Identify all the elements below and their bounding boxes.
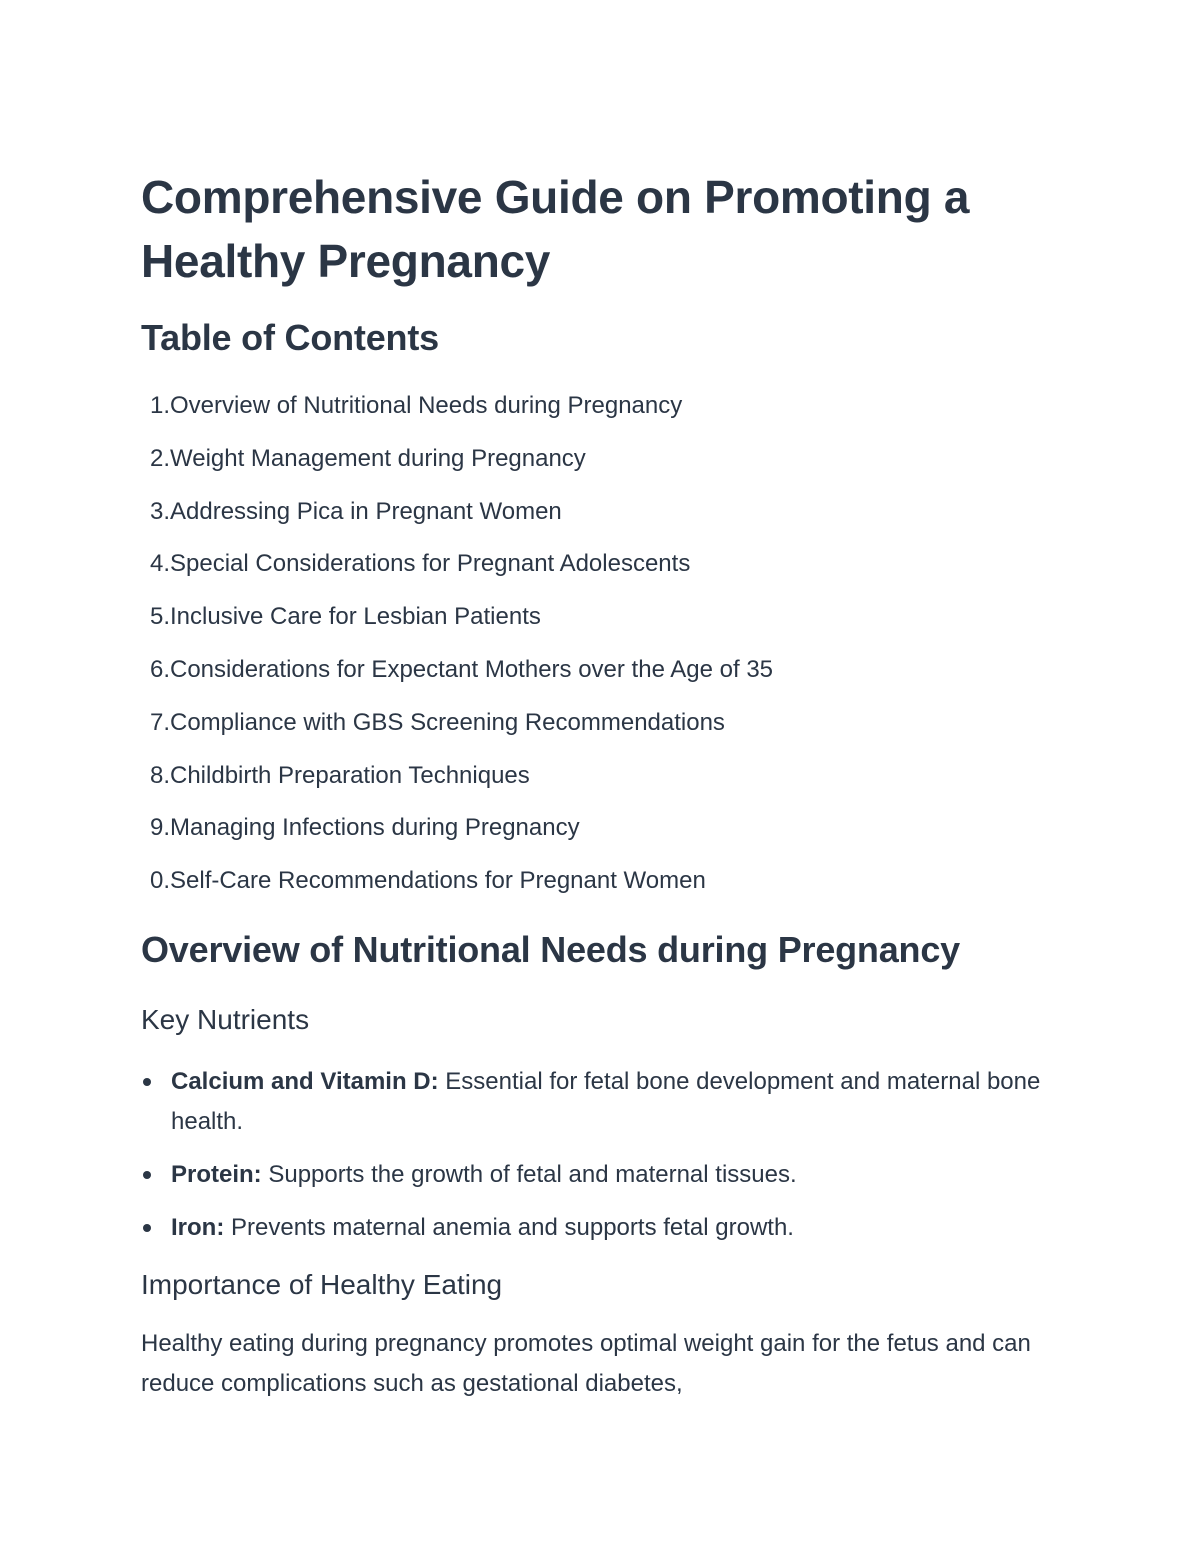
toc-item-text: Self-Care Recommendations for Pregnant Women	[170, 867, 706, 895]
nutrient-term: Iron:	[171, 1214, 225, 1241]
healthy-eating-paragraph: Healthy eating during pregnancy promotes optimal weight gain for the fetus and can reduce complications such as gestational diabetes,	[141, 1330, 1031, 1397]
list-item	[141, 1062, 1041, 1142]
key-nutrients-list	[141, 1062, 1041, 1261]
bullet-icon	[143, 1078, 151, 1086]
toc-item	[141, 808, 773, 861]
toc-item-text: Childbirth Preparation Techniques	[170, 761, 530, 789]
nutrient-description: Prevents maternal anemia and supports fetal growth.	[224, 1214, 794, 1241]
nutrient-term: Protein:	[171, 1161, 262, 1188]
section-heading: Overview of Nutritional Needs during Pregnancy	[141, 929, 960, 970]
nutrient-description: Supports the growth of fetal and maternal tissues.	[261, 1161, 797, 1188]
nutrient-description: Essential for fetal bone development and maternal bone health.	[171, 1068, 1041, 1135]
table-of-contents	[141, 386, 773, 914]
toc-item-number: 1.	[149, 392, 170, 419]
toc-item	[141, 703, 773, 756]
toc-item-number: 5.	[149, 603, 170, 631]
bullet-icon	[143, 1171, 151, 1179]
document-title: Comprehensive Guide on Promoting a Healthy Pregnancy	[141, 171, 970, 287]
healthy-eating-heading: Importance of Healthy Eating	[141, 1269, 503, 1300]
toc-item-text: Addressing Pica in Pregnant Women	[170, 497, 562, 525]
toc-item	[141, 650, 773, 703]
toc-item-number: 3.	[149, 497, 170, 525]
list-item	[141, 1208, 1041, 1248]
toc-item	[141, 861, 773, 914]
toc-item-number: 9.	[149, 814, 170, 842]
toc-item-number: 2.	[149, 444, 170, 472]
toc-item	[141, 756, 773, 809]
toc-item-text: Compliance with GBS Screening Recommendations	[170, 708, 725, 736]
toc-item-number: 8.	[149, 761, 170, 789]
toc-item-text: Inclusive Care for Lesbian Patients	[170, 603, 541, 631]
toc-item	[141, 439, 773, 492]
nutrient-term: Calcium and Vitamin D:	[171, 1068, 439, 1095]
toc-item-text: Overview of Nutritional Needs during Pregnancy	[170, 392, 683, 419]
toc-item-text: Weight Management during Pregnancy	[170, 444, 586, 472]
toc-item	[141, 544, 773, 597]
toc-heading: Table of Contents	[141, 317, 439, 358]
toc-item-text: Considerations for Expectant Mothers over the Age of 35	[170, 655, 774, 683]
toc-item-number: 4.	[149, 550, 170, 578]
toc-item-number: 0.	[149, 867, 170, 895]
toc-item-number: 7.	[149, 708, 170, 736]
toc-item-text: Managing Infections during Pregnancy	[170, 814, 580, 842]
bullet-icon	[143, 1224, 151, 1232]
toc-item	[141, 492, 773, 545]
toc-item-text: Special Considerations for Pregnant Adolescents	[170, 550, 691, 578]
key-nutrients-heading: Key Nutrients	[141, 1004, 310, 1035]
list-item	[141, 1155, 1041, 1195]
toc-item	[141, 597, 773, 650]
toc-item-number: 6.	[149, 655, 170, 683]
toc-item	[141, 386, 773, 439]
